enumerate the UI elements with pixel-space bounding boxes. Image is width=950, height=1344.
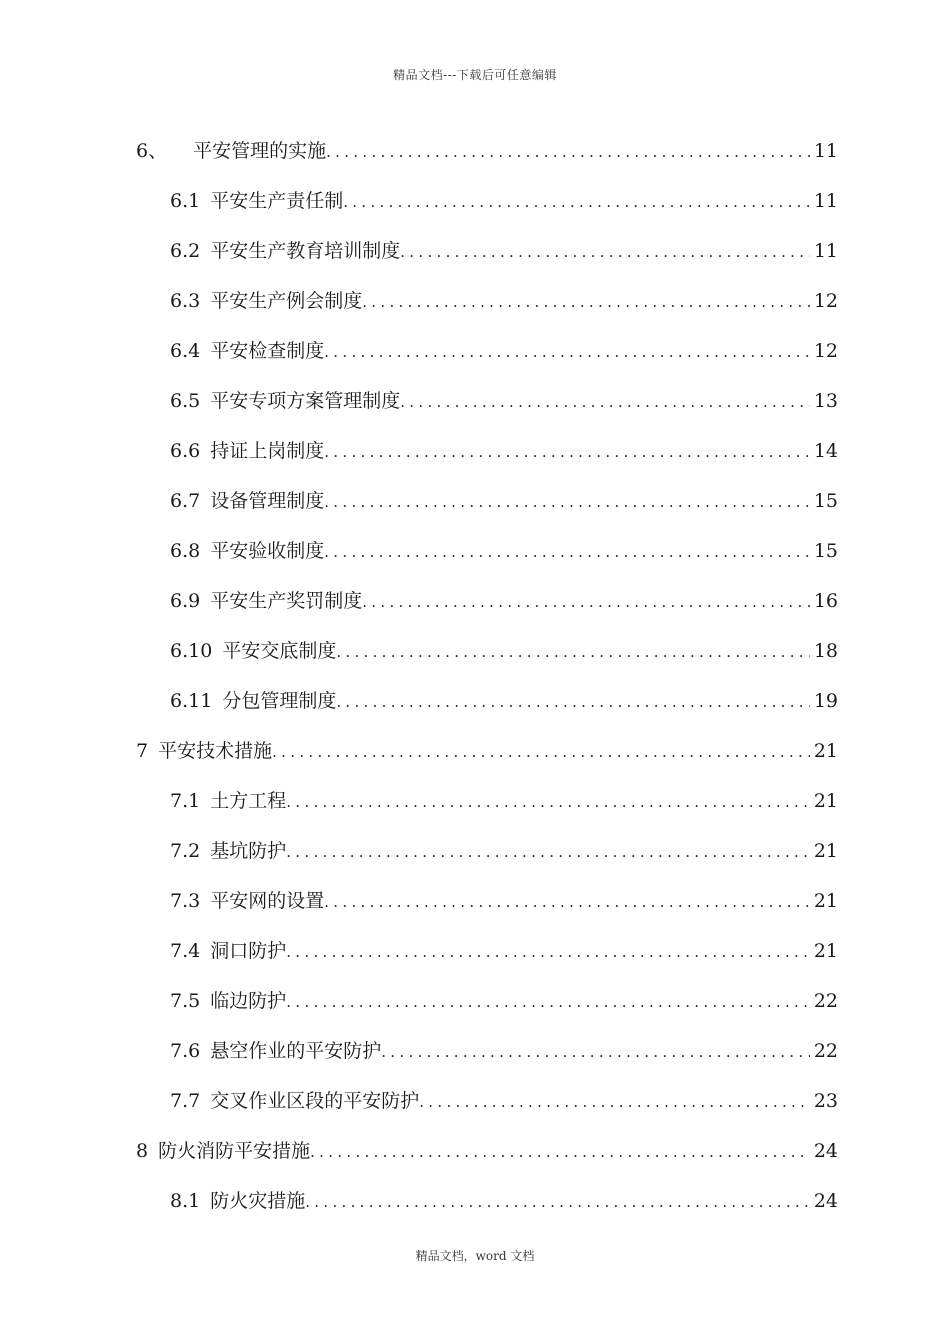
toc-entry-title: 分包管理制度 bbox=[222, 690, 337, 712]
toc-entry-title: 悬空作业的平安防护 bbox=[210, 1040, 382, 1062]
toc-entry-label bbox=[170, 1035, 381, 1067]
toc-entry-number: 7 bbox=[136, 740, 149, 762]
toc-entry[interactable] bbox=[170, 1085, 838, 1117]
toc-leader-dots bbox=[310, 1137, 810, 1167]
toc-entry-label bbox=[170, 835, 286, 867]
toc-entry[interactable] bbox=[170, 935, 838, 967]
toc-entry-label bbox=[170, 485, 324, 517]
toc-leader-dots bbox=[272, 737, 810, 767]
toc-entry[interactable] bbox=[170, 1035, 838, 1067]
toc-entry[interactable] bbox=[136, 735, 838, 767]
toc-entry-number: 7.4 bbox=[170, 940, 201, 962]
toc-page-number: 19 bbox=[813, 690, 838, 712]
toc-entry-title: 洞口防护 bbox=[210, 940, 287, 962]
toc-entry-number: 6.3 bbox=[170, 290, 201, 312]
toc-page-number: 22 bbox=[813, 1040, 838, 1062]
toc-entry-label bbox=[136, 1135, 310, 1167]
toc-entry-label bbox=[170, 185, 343, 217]
toc-entry-title: 平安检查制度 bbox=[210, 340, 325, 362]
toc-entry-number: 6.10 bbox=[170, 640, 213, 662]
toc-leader-dots bbox=[286, 937, 810, 967]
toc-entry-label bbox=[170, 635, 336, 667]
toc-entry-number: 6.5 bbox=[170, 390, 201, 412]
toc-leader-dots bbox=[286, 837, 810, 867]
toc-entry-number: 6.8 bbox=[170, 540, 201, 562]
toc-page-number: 21 bbox=[813, 740, 838, 762]
toc-entry-title: 平安网的设置 bbox=[210, 890, 325, 912]
toc-page-number: 11 bbox=[813, 190, 838, 212]
toc-entry-number: 6.6 bbox=[170, 440, 201, 462]
toc-entry[interactable] bbox=[170, 385, 838, 417]
toc-page-number: 11 bbox=[813, 140, 838, 162]
toc-leader-dots bbox=[400, 387, 810, 417]
toc-entry-label bbox=[170, 435, 324, 467]
toc-page-number: 15 bbox=[813, 540, 838, 562]
toc-entry-number: 7.2 bbox=[170, 840, 201, 862]
toc-entry[interactable] bbox=[170, 785, 838, 817]
toc-entry-number: 7.3 bbox=[170, 890, 201, 912]
toc-entry-title: 设备管理制度 bbox=[210, 490, 325, 512]
toc-leader-dots bbox=[362, 587, 810, 617]
toc-page-number: 21 bbox=[813, 790, 838, 812]
toc-entry-number: 7.6 bbox=[170, 1040, 201, 1062]
toc-leader-dots bbox=[324, 487, 810, 517]
toc-entry-number: 7.5 bbox=[170, 990, 201, 1012]
toc-leader-dots bbox=[343, 187, 810, 217]
toc-entry[interactable] bbox=[170, 1185, 838, 1217]
toc-page-number: 15 bbox=[813, 490, 838, 512]
toc-entry-title: 平安生产责任制 bbox=[210, 190, 344, 212]
toc-leader-dots bbox=[400, 237, 810, 267]
toc-entry[interactable] bbox=[170, 185, 838, 217]
toc-leader-dots bbox=[324, 887, 810, 917]
toc-entry-number: 6、 bbox=[136, 140, 168, 162]
toc-page-number: 13 bbox=[813, 390, 838, 412]
toc-entry[interactable] bbox=[170, 835, 838, 867]
toc-leader-dots bbox=[324, 337, 810, 367]
toc-leader-dots bbox=[326, 137, 810, 167]
toc-page-number: 24 bbox=[813, 1140, 838, 1162]
toc-page-number: 16 bbox=[813, 590, 838, 612]
toc-page-number: 21 bbox=[813, 940, 838, 962]
toc-page-number: 22 bbox=[813, 990, 838, 1012]
toc-entry[interactable] bbox=[136, 135, 838, 167]
toc-page-number: 21 bbox=[813, 890, 838, 912]
toc-entry[interactable] bbox=[170, 985, 838, 1017]
toc-entry-title: 防火灾措施 bbox=[210, 1190, 306, 1212]
toc-entry-label bbox=[170, 285, 362, 317]
toc-entry-title: 平安专项方案管理制度 bbox=[210, 390, 401, 412]
toc-entry[interactable] bbox=[170, 285, 838, 317]
toc-entry-title: 平安验收制度 bbox=[210, 540, 325, 562]
toc-entry[interactable] bbox=[170, 485, 838, 517]
toc-entry[interactable] bbox=[170, 635, 838, 667]
toc-entry-label bbox=[136, 735, 272, 767]
toc-entry-label bbox=[170, 535, 324, 567]
toc-entry-title: 平安管理的实施 bbox=[193, 140, 327, 162]
toc-entry-label bbox=[170, 235, 400, 267]
toc-leader-dots bbox=[362, 287, 810, 317]
toc-page-number: 23 bbox=[813, 1090, 838, 1112]
toc-entry-title: 平安生产奖罚制度 bbox=[210, 590, 363, 612]
toc-entry-label bbox=[170, 685, 336, 717]
toc-entry-label bbox=[170, 985, 286, 1017]
toc-page-number: 12 bbox=[813, 290, 838, 312]
toc-page-number: 12 bbox=[813, 340, 838, 362]
toc-entry[interactable] bbox=[170, 685, 838, 717]
toc-entry-number: 8.1 bbox=[170, 1190, 201, 1212]
toc-entry-number: 6.1 bbox=[170, 190, 201, 212]
toc-entry-number: 6.4 bbox=[170, 340, 201, 362]
toc-entry[interactable] bbox=[170, 585, 838, 617]
toc-entry-title: 平安生产教育培训制度 bbox=[210, 240, 401, 262]
toc-entry-number: 6.11 bbox=[170, 690, 213, 712]
page-footer: 精品文档，word 文档 bbox=[415, 1249, 535, 1263]
toc-page-number: 18 bbox=[813, 640, 838, 662]
page-header: 精品文档---下载后可任意编辑 bbox=[393, 68, 557, 82]
toc-entry-label bbox=[170, 935, 286, 967]
toc-entry[interactable] bbox=[170, 235, 838, 267]
toc-entry[interactable] bbox=[170, 535, 838, 567]
toc-entry-label bbox=[170, 1185, 305, 1217]
toc-entry-number: 7.7 bbox=[170, 1090, 201, 1112]
toc-leader-dots bbox=[336, 687, 809, 717]
toc-entry-title: 持证上岗制度 bbox=[210, 440, 325, 462]
toc-entry[interactable] bbox=[170, 335, 838, 367]
toc-page-number: 11 bbox=[813, 240, 838, 262]
toc-leader-dots bbox=[324, 437, 810, 467]
toc-leader-dots bbox=[286, 987, 810, 1017]
toc-entry-label bbox=[170, 1085, 419, 1117]
toc-leader-dots bbox=[336, 637, 809, 667]
toc-entry-label bbox=[170, 585, 362, 617]
toc-leader-dots bbox=[286, 787, 810, 817]
toc-page-number: 14 bbox=[813, 440, 838, 462]
toc-entry-number: 6.7 bbox=[170, 490, 201, 512]
toc-entry-number: 6.2 bbox=[170, 240, 201, 262]
toc-entry-number: 6.9 bbox=[170, 590, 201, 612]
toc-leader-dots bbox=[324, 537, 810, 567]
toc-entry-label bbox=[170, 335, 324, 367]
toc-entry[interactable] bbox=[170, 435, 838, 467]
toc-entry-label bbox=[170, 885, 324, 917]
toc-leader-dots bbox=[381, 1037, 810, 1067]
toc-entry-title: 临边防护 bbox=[210, 990, 287, 1012]
toc-page-number: 21 bbox=[813, 840, 838, 862]
toc-entry-number: 7.1 bbox=[170, 790, 201, 812]
toc-entry-title: 土方工程 bbox=[210, 790, 287, 812]
toc-entry-label bbox=[170, 785, 286, 817]
toc-entry-number: 8 bbox=[136, 1140, 149, 1162]
toc-entry-title: 交叉作业区段的平安防护 bbox=[210, 1090, 420, 1112]
toc-entry-label bbox=[136, 135, 326, 167]
toc-entry-title: 防火消防平安措施 bbox=[158, 1140, 311, 1162]
toc-entry-title: 基坑防护 bbox=[210, 840, 287, 862]
toc-leader-dots bbox=[419, 1087, 810, 1117]
toc-entry[interactable] bbox=[170, 885, 838, 917]
toc-page-number: 24 bbox=[813, 1190, 838, 1212]
toc-entry-label bbox=[170, 385, 400, 417]
toc-entry-title: 平安生产例会制度 bbox=[210, 290, 363, 312]
toc-entry[interactable] bbox=[136, 1135, 838, 1167]
toc-entry-title: 平安技术措施 bbox=[158, 740, 273, 762]
toc-leader-dots bbox=[305, 1187, 810, 1217]
toc-entry-title: 平安交底制度 bbox=[222, 640, 337, 662]
